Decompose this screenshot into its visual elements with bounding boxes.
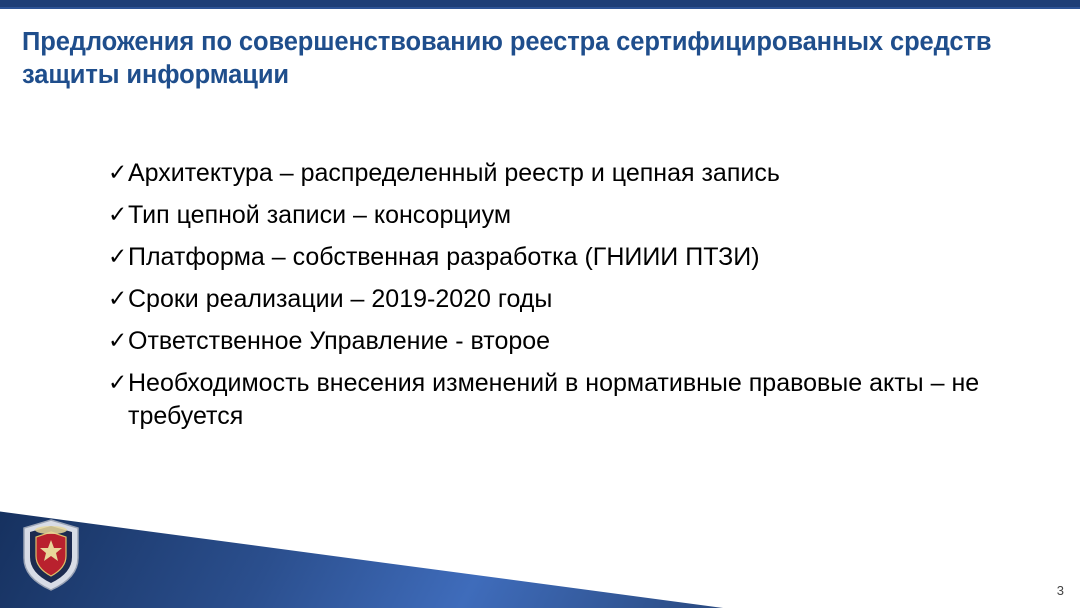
checkmark-icon: ✓ xyxy=(108,201,128,227)
bullet-list xyxy=(108,157,988,442)
slide-number: 3 xyxy=(1056,583,1064,598)
checkmark-icon: ✓ xyxy=(108,243,128,269)
checkmark-icon: ✓ xyxy=(108,159,128,185)
list-item xyxy=(108,157,988,190)
list-item xyxy=(108,199,988,232)
emblem-icon xyxy=(20,518,82,592)
checkmark-icon: ✓ xyxy=(108,327,128,353)
list-item-text: Тип цепной записи – консорциум xyxy=(128,201,512,229)
checkmark-icon: ✓ xyxy=(108,369,128,395)
list-item-text: Платформа – собственная разработка (ГНИИИ ПТЗИ) xyxy=(128,243,760,271)
list-item-text: Сроки реализации – 2019-2020 годы xyxy=(128,285,553,313)
checkmark-icon: ✓ xyxy=(108,285,128,311)
page-title: Предложения по совершенствованию реестра сертифицированных средств защиты информации xyxy=(22,28,992,89)
list-item xyxy=(108,283,988,316)
bottom-decorative-band xyxy=(0,498,1080,608)
list-item xyxy=(108,241,988,274)
list-item xyxy=(108,325,988,358)
list-item xyxy=(108,367,988,433)
list-item-text: Ответственное Управление - второе xyxy=(128,327,551,355)
list-item-text: Архитектура – распределенный реестр и цепная запись xyxy=(128,159,780,187)
top-accent-bar-inner xyxy=(0,7,1080,9)
list-item-text: Необходимость внесения изменений в нормативные правовые акты – не требуется xyxy=(128,369,987,430)
